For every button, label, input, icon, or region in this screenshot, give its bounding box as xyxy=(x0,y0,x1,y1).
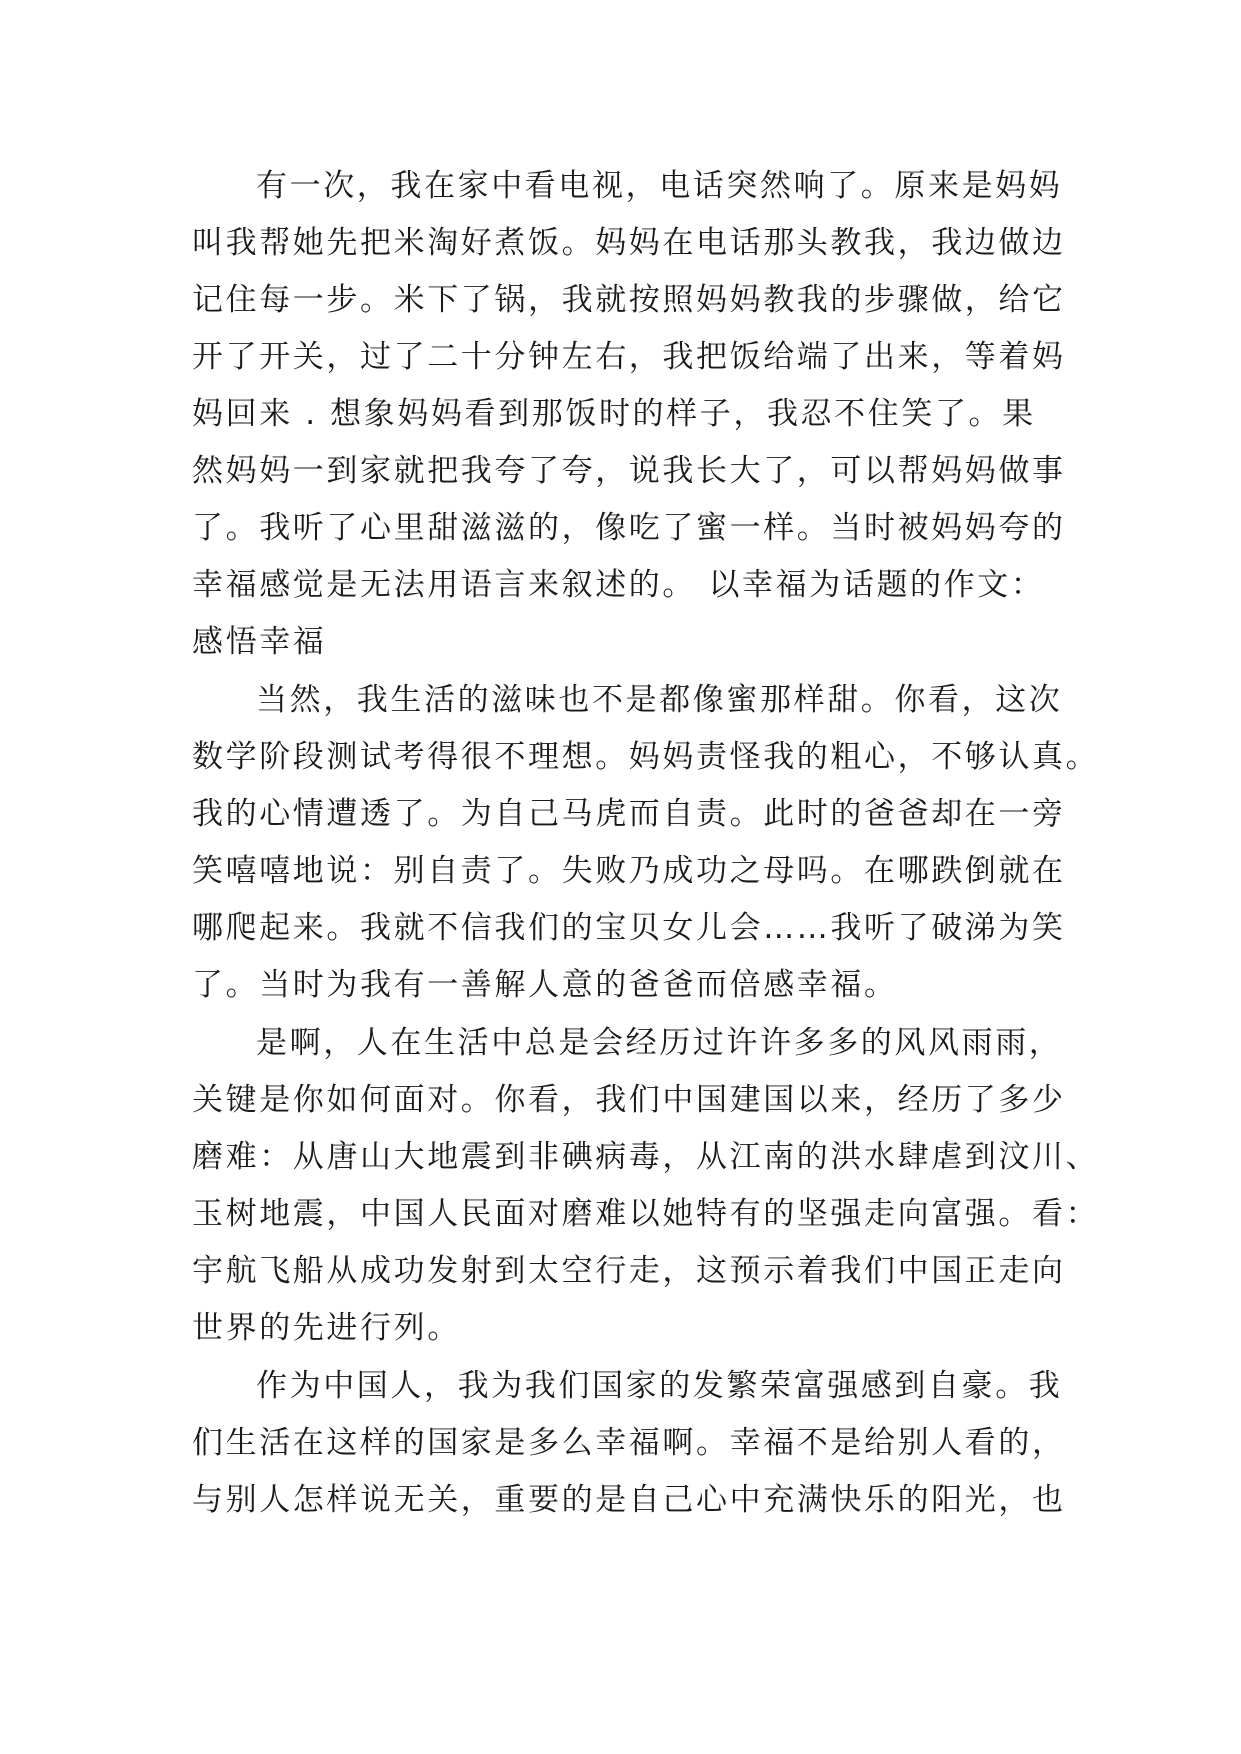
text-line: 然妈妈一到家就把我夸了夸，说我长大了，可以帮妈妈做事 xyxy=(192,453,1066,489)
text-line: 笑嘻嘻地说：别自责了。失败乃成功之母吗。在哪跌倒就在 xyxy=(192,853,1066,889)
text-line: 妈回来 . 想象妈妈看到那饭时的样子，我忍不住笑了。果 xyxy=(192,396,1036,432)
text-line: 数学阶段测试考得很不理想。妈妈责怪我的粗心，不够认真。 xyxy=(192,739,1100,775)
text-line: 叫我帮她先把米淘好煮饭。妈妈在电话那头教我，我边做边 xyxy=(192,225,1066,261)
text-line: 与别人怎样说无关，重要的是自己心中充满快乐的阳光，也 xyxy=(192,1482,1066,1518)
text-line: 有一次，我在家中看电视，电话突然响了。原来是妈妈 xyxy=(256,168,1063,204)
text-line: 了。我听了心里甜滋滋的，像吃了蜜一样。当时被妈妈夸的 xyxy=(192,510,1066,546)
text-line: 幸福感觉是无法用语言来叙述的。 以幸福为话题的作文： xyxy=(192,567,1045,603)
text-line: 记住每一步。米下了锅，我就按照妈妈教我的步骤做，给它 xyxy=(192,282,1066,318)
text-line: 关键是你如何面对。你看，我们中国建国以来，经历了多少 xyxy=(192,1082,1066,1118)
text-line: 玉树地震，中国人民面对磨难以她特有的坚强走向富强。看： xyxy=(192,1196,1100,1232)
text-line: 磨难：从唐山大地震到非碘病毒，从江南的洪水肆虐到汶川、 xyxy=(192,1139,1100,1175)
text-line: 世界的先进行列。 xyxy=(192,1310,461,1346)
text-line: 们生活在这样的国家是多么幸福啊。幸福不是给别人看的， xyxy=(192,1425,1066,1461)
text-line: 我的心情遭透了。为自己马虎而自责。此时的爸爸却在一旁 xyxy=(192,796,1066,832)
text-line: 感悟幸福 xyxy=(192,624,327,660)
text-line: 是啊，人在生活中总是会经历过许许多多的风风雨雨， xyxy=(256,1025,1063,1061)
text-line: 了。当时为我有一善解人意的爸爸而倍感幸福。 xyxy=(192,967,898,1003)
text-line: 宇航飞船从成功发射到太空行走，这预示着我们中国正走向 xyxy=(192,1253,1066,1289)
text-line: 开了开关，过了二十分钟左右，我把饭给端了出来，等着妈 xyxy=(192,339,1066,375)
text-line: 作为中国人，我为我们国家的发繁荣富强感到自豪。我 xyxy=(256,1368,1063,1404)
text-line: 哪爬起来。我就不信我们的宝贝女儿会……我听了破涕为笑 xyxy=(192,910,1066,946)
text-line: 当然，我生活的滋味也不是都像蜜那样甜。你看，这次 xyxy=(256,682,1063,718)
